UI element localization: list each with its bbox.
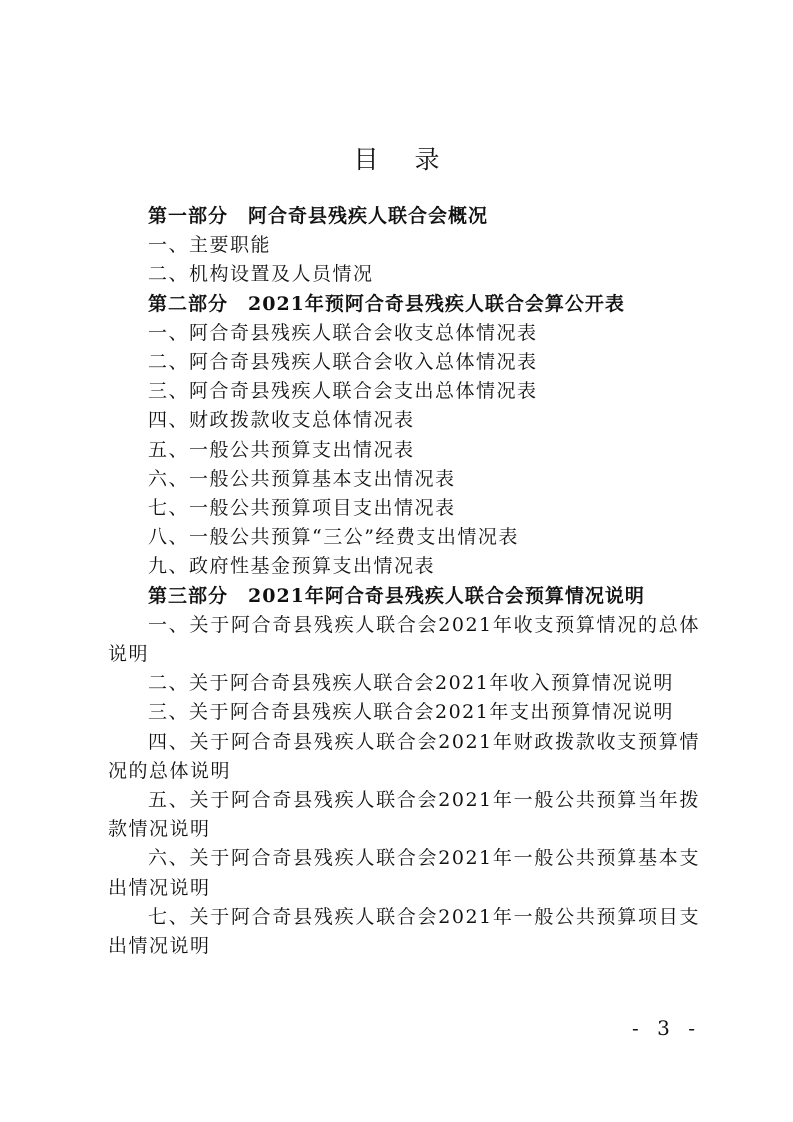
part-three-heading: 第三部分 2021年阿合奇县残疾人联合会预算情况说明 <box>148 584 645 607</box>
toc-item: 二、阿合奇县残疾人联合会收入总体情况表 <box>148 351 538 374</box>
toc-item: 四、财政拨款收支总体情况表 <box>148 409 415 432</box>
toc-item: 四、关于阿合奇县残疾人联合会2021年财政拨款收支预算情况的总体说明 <box>108 730 700 782</box>
toc-item: 六、关于阿合奇县残疾人联合会2021年一般公共预算基本支出情况说明 <box>108 847 700 899</box>
toc-item: 九、政府性基金预算支出情况表 <box>148 555 436 578</box>
part-one-heading: 第一部分 阿合奇县残疾人联合会概况 <box>148 205 489 227</box>
toc-item: 一、主要职能 <box>148 234 272 257</box>
toc-item: 一、阿合奇县残疾人联合会收支总体情况表 <box>148 321 538 344</box>
toc-item: 七、一般公共预算项目支出情况表 <box>148 497 456 520</box>
toc-item: 二、关于阿合奇县残疾人联合会2021年收入预算情况说明 <box>148 672 674 695</box>
toc-item: 一、关于阿合奇县残疾人联合会2021年收支预算情况的总体说明 <box>108 613 700 666</box>
page-title: 目 录 <box>353 145 454 174</box>
toc-item: 三、关于阿合奇县残疾人联合会2021年支出预算情况说明 <box>148 701 674 724</box>
toc-item: 七、关于阿合奇县残疾人联合会2021年一般公共预算项目支出情况说明 <box>108 905 700 958</box>
page-number: - 3 - <box>632 1016 701 1040</box>
toc-item: 五、关于阿合奇县残疾人联合会2021年一般公共预算当年拨款情况说明 <box>108 789 700 841</box>
part-two-heading: 第二部分 2021年预阿合奇县残疾人联合会算公开表 <box>148 292 625 315</box>
toc-item: 八、一般公共预算“三公”经费支出情况表 <box>148 526 519 549</box>
toc-item: 二、机构设置及人员情况 <box>148 263 374 286</box>
toc-item: 三、阿合奇县残疾人联合会支出总体情况表 <box>148 380 538 403</box>
toc-item: 六、一般公共预算基本支出情况表 <box>148 467 456 490</box>
toc-item: 五、一般公共预算支出情况表 <box>148 438 415 461</box>
table-of-contents <box>108 202 700 961</box>
